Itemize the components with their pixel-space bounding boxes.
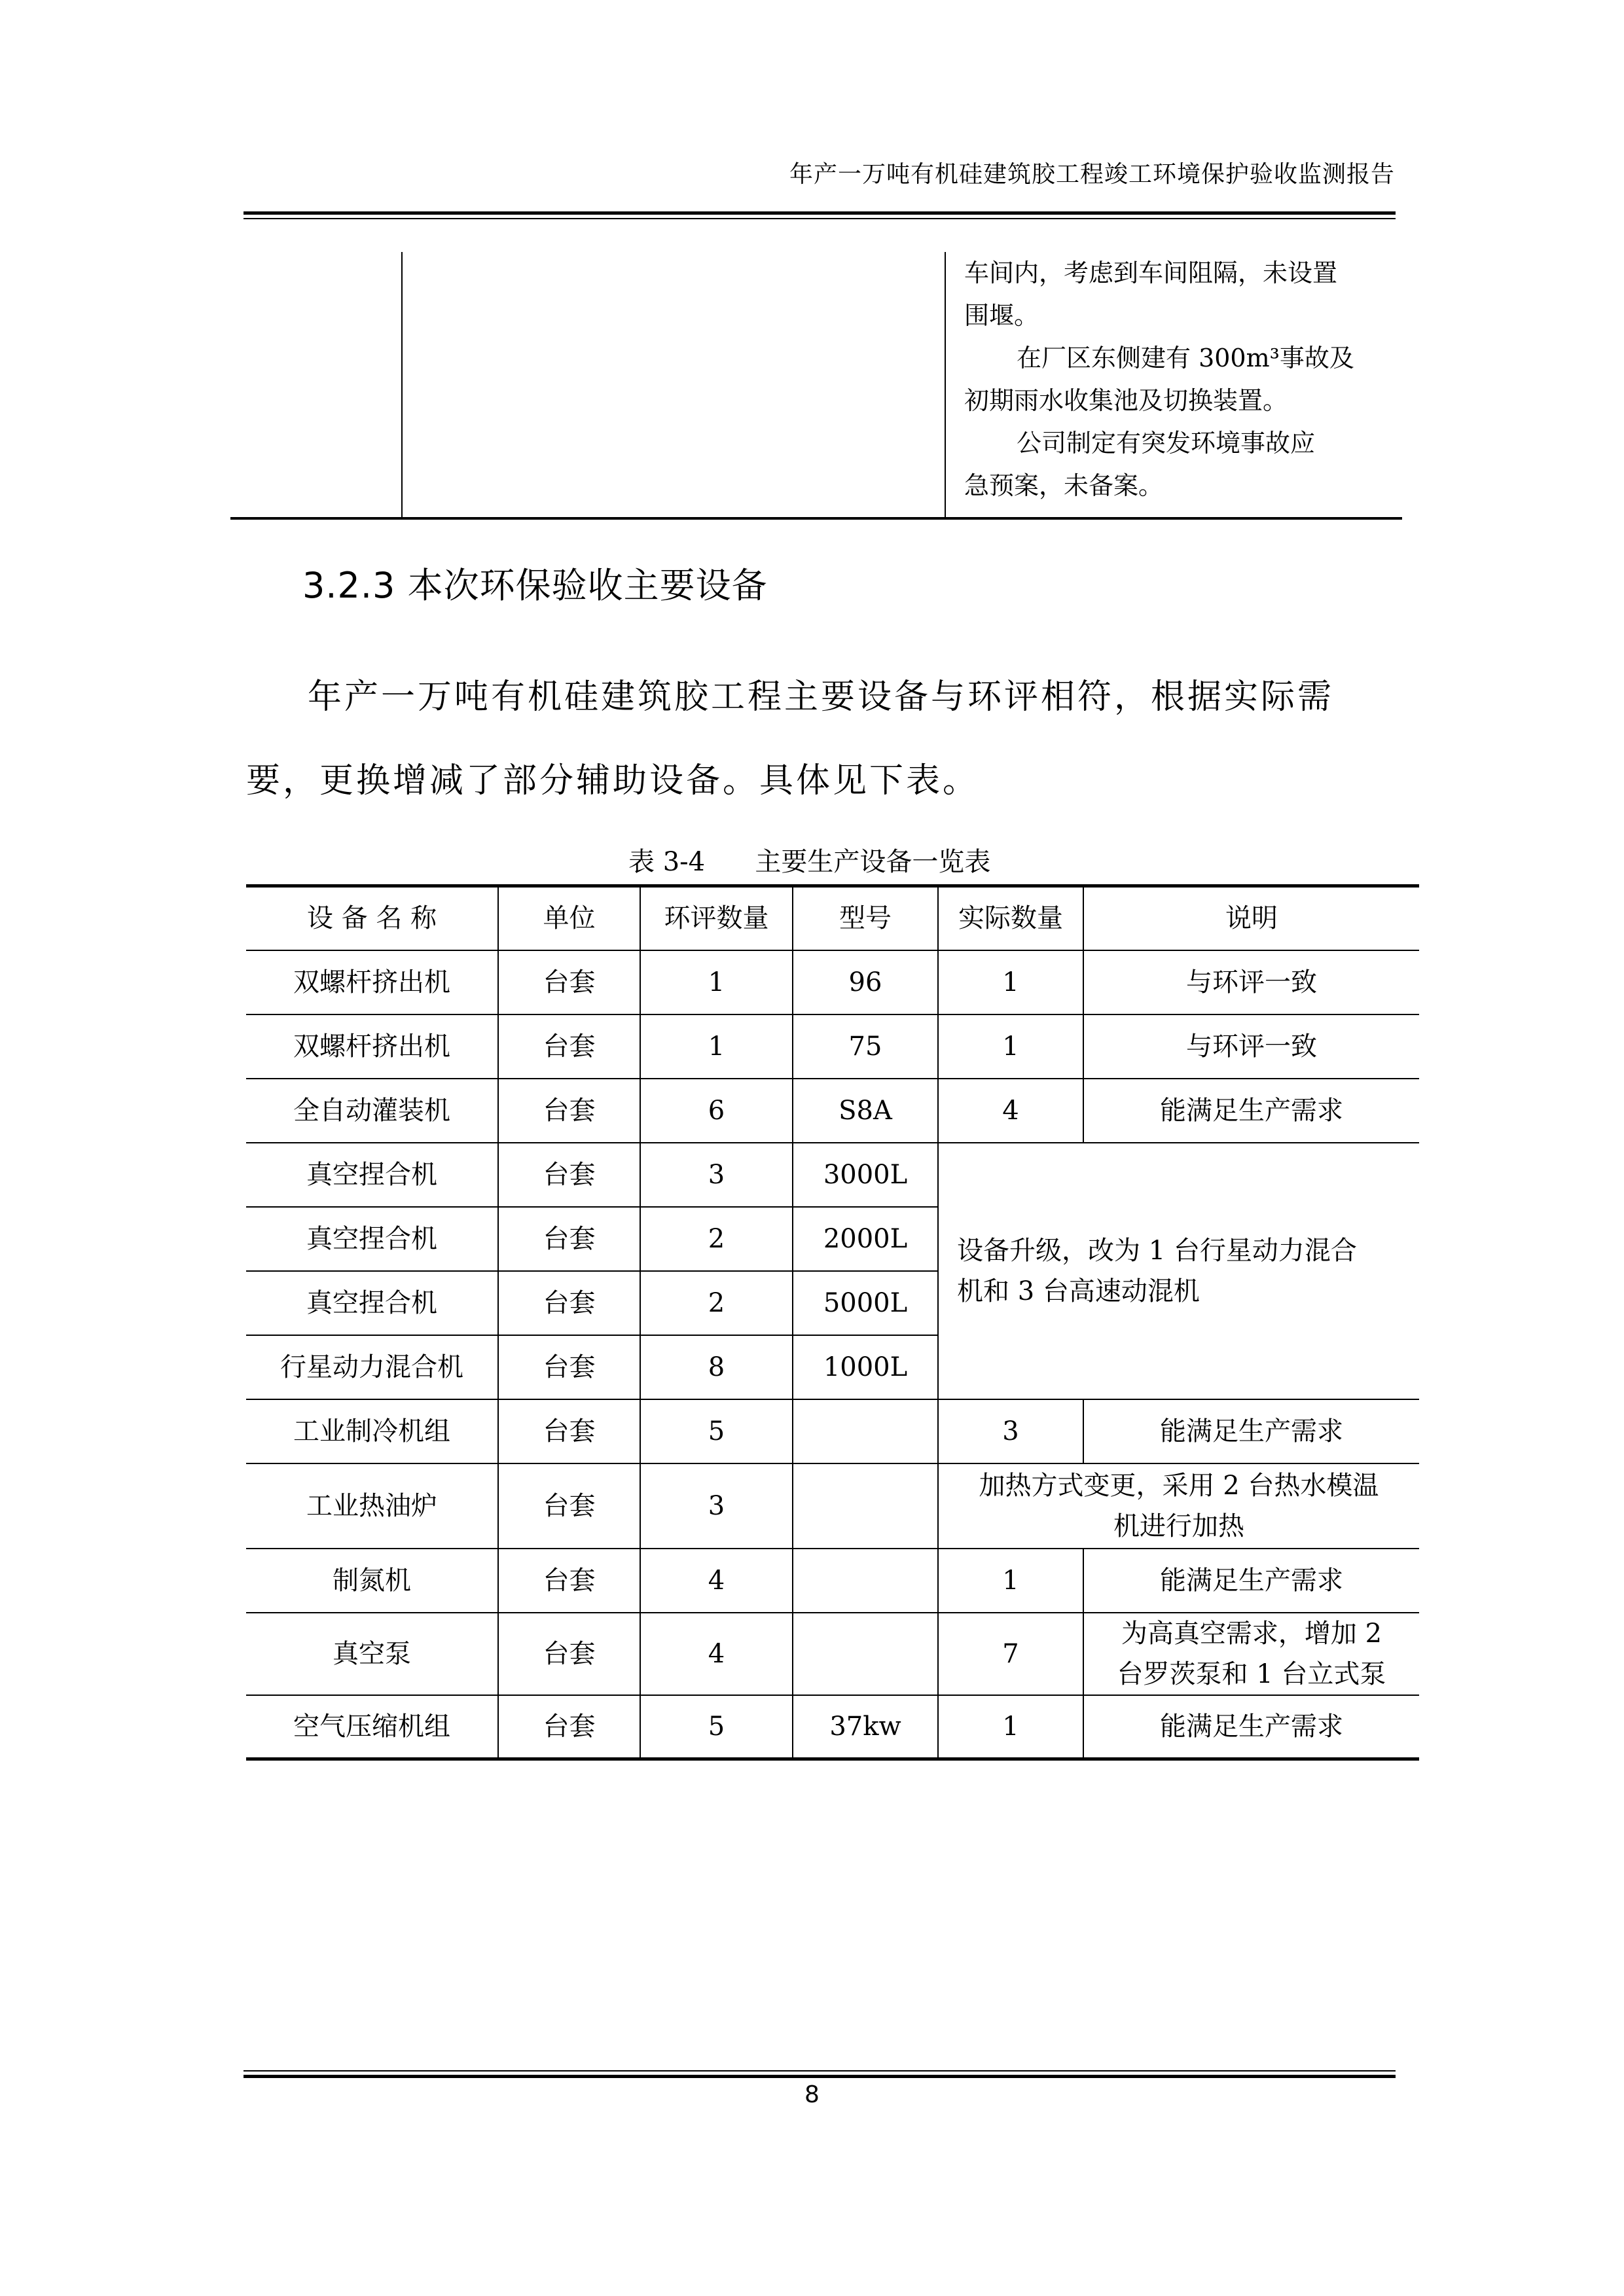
footer-rule-thin [244,2070,1396,2072]
cell-actual-qty: 1 [938,1549,1083,1613]
cell-name: 双螺杆挤出机 [246,950,498,1014]
cell-unit: 台套 [498,1014,640,1079]
cell-model: 1000L [793,1335,938,1399]
header-unit: 单位 [498,886,640,950]
cell-note: 能满足生产需求 [1083,1399,1419,1463]
continuation-line: 公司制定有突发环境事故应 [1017,429,1316,457]
cell-eia-qty: 3 [640,1463,793,1549]
cell-unit: 台套 [498,1143,640,1207]
cell-note: 与环评一致 [1083,950,1419,1014]
cell-model [793,1463,938,1549]
equipment-table [246,884,1419,1761]
cell-unit: 台套 [498,1463,640,1549]
cell-model: 75 [793,1014,938,1079]
cell-actual-qty: 7 [938,1613,1083,1695]
header-name: 设 备 名 称 [246,886,498,950]
cell-eia-qty: 5 [640,1695,793,1759]
cell-eia-qty: 1 [640,950,793,1014]
heating-note-line-1: 加热方式变更，采用 2 台热水模温 [979,1470,1379,1501]
cell-model [793,1613,938,1695]
table-row [246,1695,1419,1759]
cell-eia-qty: 2 [640,1271,793,1335]
cell-model [793,1399,938,1463]
header-rule-thin [244,218,1396,219]
cell-unit: 台套 [498,1695,640,1759]
cell-name: 双螺杆挤出机 [246,1014,498,1079]
cell-unit: 台套 [498,1335,640,1399]
paragraph-line-1: 年产一万吨有机硅建筑胶工程主要设备与环评相符，根据实际需 [308,677,1335,717]
continuation-line: 初期雨水收集池及切换装置。 [964,386,1288,415]
table-caption: 表 3-4 主要生产设备一览表 [628,847,991,877]
footer-rule-thick [244,2075,1396,2078]
cell-eia-qty: 3 [640,1143,793,1207]
cell-actual-qty: 1 [938,1014,1083,1079]
header-note: 说明 [1083,886,1419,950]
table-row [246,1549,1419,1613]
paragraph-line-2: 要，更换增减了部分辅助设备。具体见下表。 [246,761,980,800]
cell-name: 空气压缩机组 [246,1695,498,1759]
continuation-cell-1 [230,252,402,518]
continuation-cell-3 [945,252,1402,518]
table-header-row [246,886,1419,950]
cell-eia-qty: 8 [640,1335,793,1399]
cell-model: 37kw [793,1695,938,1759]
page-number: 8 [804,2081,820,2108]
header-rule-thick [244,211,1396,215]
cell-note: 能满足生产需求 [1083,1549,1419,1613]
continuation-table [230,252,1402,520]
table-row [246,1463,1419,1549]
continuation-line: 急预案，未备案。 [964,471,1164,500]
cell-unit: 台套 [498,950,640,1014]
table-row [246,1613,1419,1695]
cell-note: 与环评一致 [1083,1014,1419,1079]
header-actual-qty: 实际数量 [938,886,1083,950]
heating-note-line-2: 机进行加热 [1113,1511,1244,1541]
cell-name: 全自动灌装机 [246,1079,498,1143]
pump-note-line-2: 台罗茨泵和 1 台立式泵 [1117,1659,1386,1689]
cell-heating-note [938,1463,1419,1549]
cell-model: 2000L [793,1207,938,1271]
cell-unit: 台套 [498,1613,640,1695]
cell-eia-qty: 4 [640,1549,793,1613]
cell-actual-qty: 1 [938,1695,1083,1759]
cell-name: 工业制冷机组 [246,1399,498,1463]
cell-name: 真空捏合机 [246,1207,498,1271]
cell-note: 能满足生产需求 [1083,1695,1419,1759]
cell-model: S8A [793,1079,938,1143]
cell-note [1083,1613,1419,1695]
section-heading: 3.2.3 本次环保验收主要设备 [302,565,768,606]
cell-upgrade-note [938,1143,1419,1399]
cell-eia-qty: 6 [640,1079,793,1143]
cell-name: 工业热油炉 [246,1463,498,1549]
cell-actual-qty: 3 [938,1399,1083,1463]
cell-name: 真空捏合机 [246,1271,498,1335]
cell-model: 3000L [793,1143,938,1207]
cell-model: 96 [793,950,938,1014]
pump-note-line-1: 为高真空需求，增加 2 [1121,1618,1382,1649]
cell-eia-qty: 5 [640,1399,793,1463]
cell-unit: 台套 [498,1399,640,1463]
cell-model: 5000L [793,1271,938,1335]
cell-note: 能满足生产需求 [1083,1079,1419,1143]
cell-unit: 台套 [498,1271,640,1335]
cell-model [793,1549,938,1613]
table-row [246,950,1419,1014]
cell-name: 真空捏合机 [246,1143,498,1207]
continuation-line: 围堰。 [964,301,1039,330]
cell-actual-qty: 4 [938,1079,1083,1143]
upgrade-note-line-1: 设备升级，改为 1 台行星动力混合 [957,1235,1357,1266]
cell-actual-qty: 1 [938,950,1083,1014]
cell-unit: 台套 [498,1207,640,1271]
upgrade-note-line-2: 机和 3 台高速动混机 [957,1276,1200,1306]
table-row [246,1079,1419,1143]
cell-name: 制氮机 [246,1549,498,1613]
cell-eia-qty: 4 [640,1613,793,1695]
continuation-line: 车间内，考虑到车间阻隔，未设置 [964,259,1338,287]
cell-name: 真空泵 [246,1613,498,1695]
continuation-line: 在厂区东侧建有 300m³事故及 [1017,344,1354,372]
table-row [246,1399,1419,1463]
cell-unit: 台套 [498,1079,640,1143]
header-title: 年产一万吨有机硅建筑胶工程竣工环境保护验收监测报告 [789,161,1395,188]
cell-unit: 台套 [498,1549,640,1613]
header-model: 型号 [793,886,938,950]
table-row [246,1014,1419,1079]
cell-name: 行星动力混合机 [246,1335,498,1399]
header-eia-qty: 环评数量 [640,886,793,950]
table-row [246,1143,1419,1207]
continuation-cell-2 [402,252,945,518]
cell-eia-qty: 1 [640,1014,793,1079]
cell-eia-qty: 2 [640,1207,793,1271]
